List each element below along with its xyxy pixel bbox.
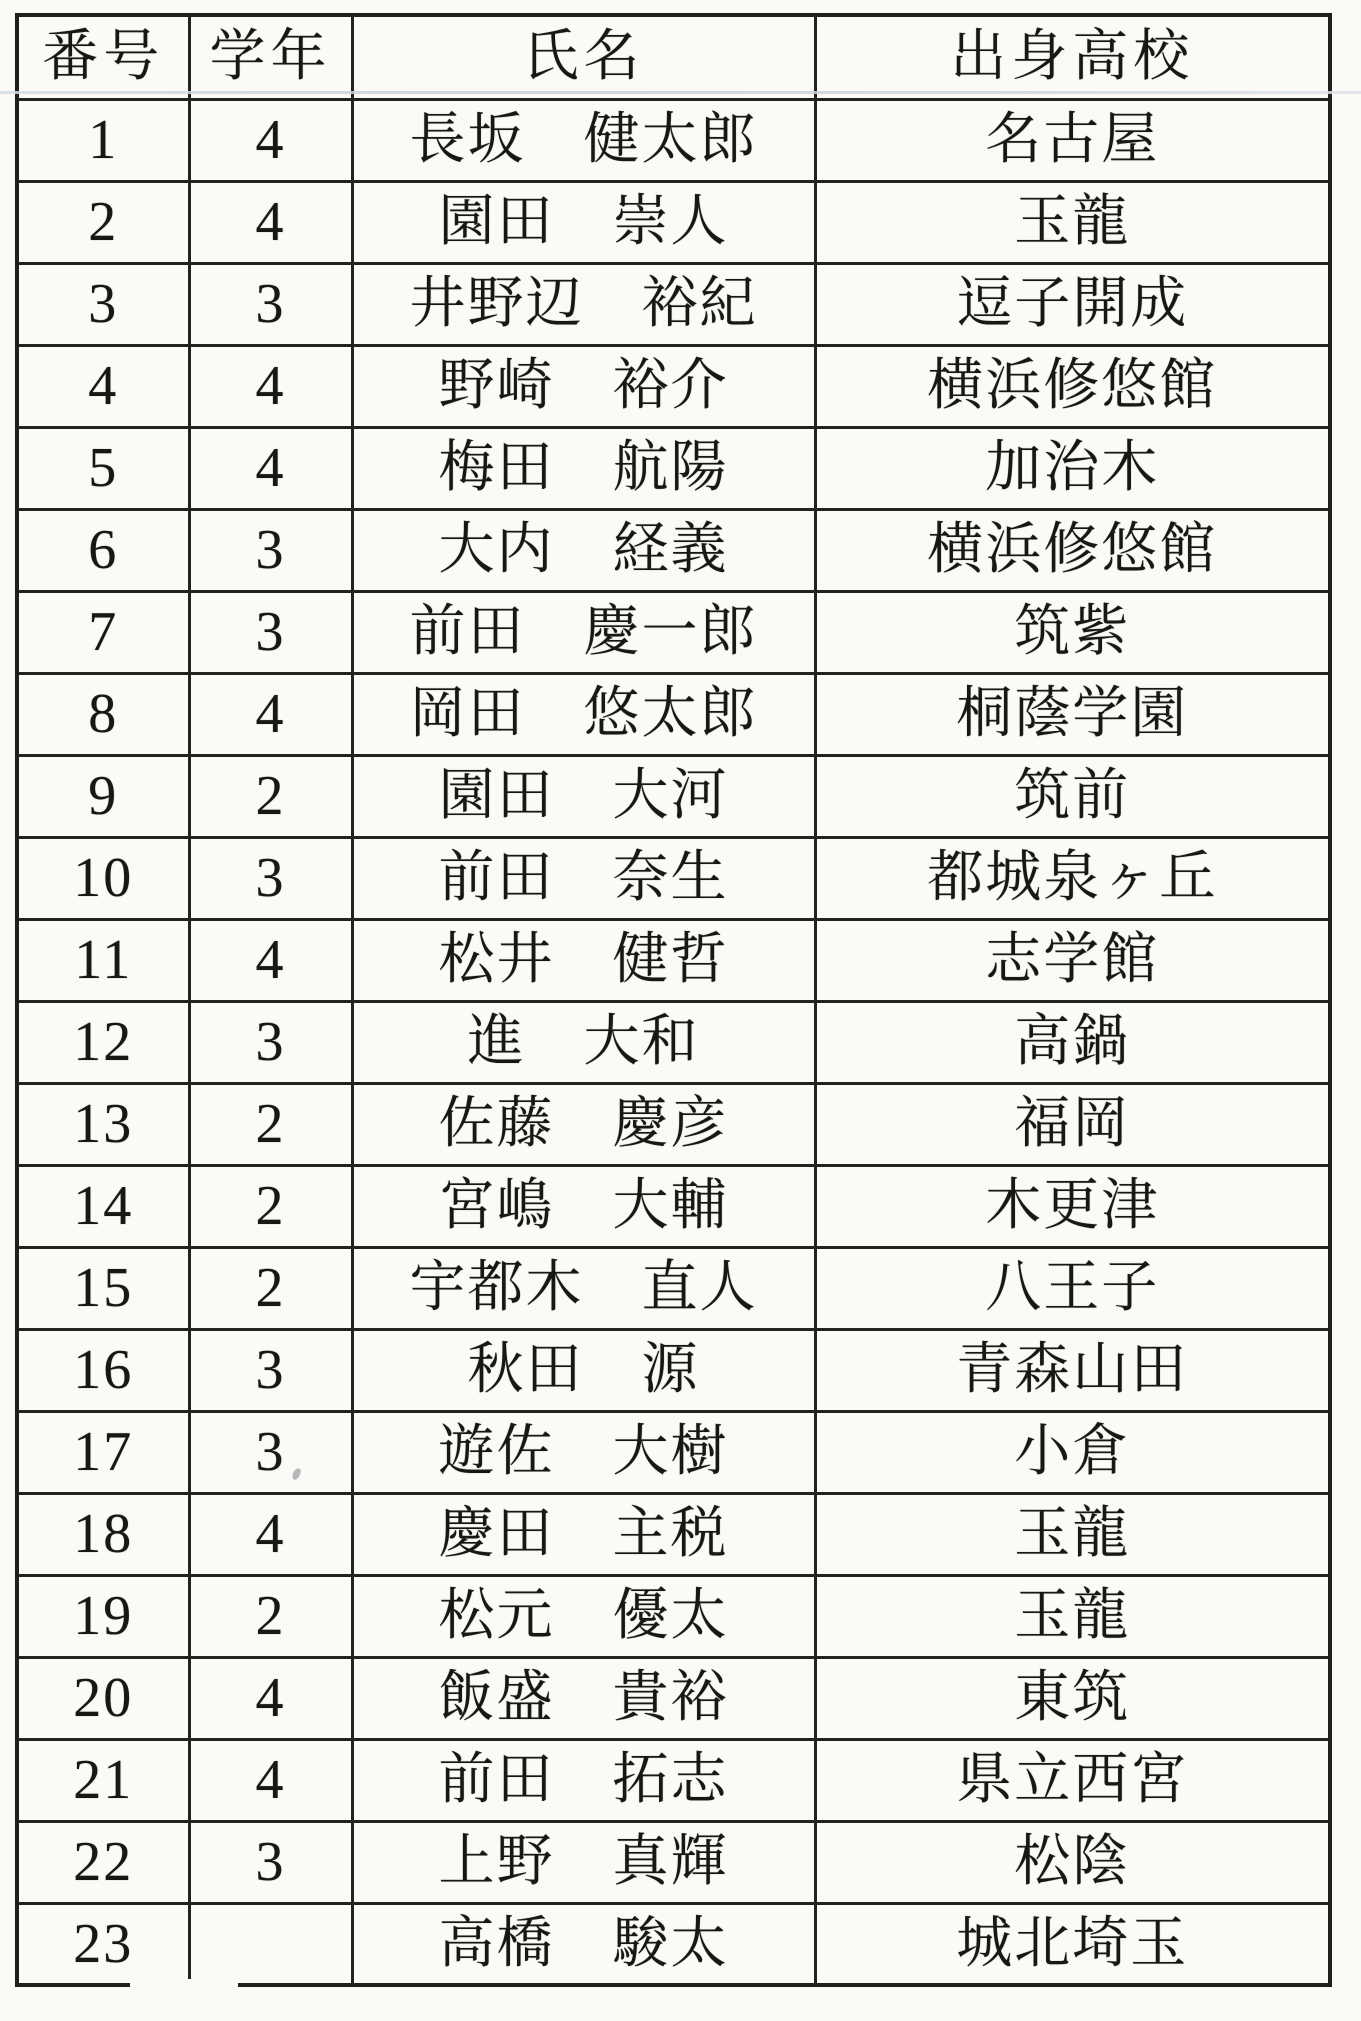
cell-grade: 3 [189, 1411, 352, 1493]
cell-number: 12 [17, 1001, 189, 1083]
table-row [17, 1001, 1330, 1083]
cell-grade: 4 [189, 181, 352, 263]
cell-name: 大内 経義 [352, 509, 815, 591]
header-row [17, 15, 1330, 99]
table-row [17, 591, 1330, 673]
table-row [17, 1903, 1330, 1985]
cell-school: 横浜修悠館 [815, 509, 1330, 591]
cell-grade: 4 [189, 427, 352, 509]
table-row [17, 263, 1330, 345]
cell-school: 名古屋 [815, 99, 1330, 181]
cell-school: 玉龍 [815, 1575, 1330, 1657]
cell-school: 志学館 [815, 919, 1330, 1001]
table-row [17, 1739, 1330, 1821]
cell-school: 城北埼玉 [815, 1903, 1330, 1985]
cell-number: 8 [17, 673, 189, 755]
cell-name: 野崎 裕介 [352, 345, 815, 427]
cell-school: 木更津 [815, 1165, 1330, 1247]
table-row [17, 1657, 1330, 1739]
cell-school: 都城泉ヶ丘 [815, 837, 1330, 919]
cell-name: 佐藤 慶彦 [352, 1083, 815, 1165]
table-row [17, 427, 1330, 509]
cell-number: 22 [17, 1821, 189, 1903]
cell-name: 前田 奈生 [352, 837, 815, 919]
table-row [17, 919, 1330, 1001]
cell-number: 16 [17, 1329, 189, 1411]
col-header-grade: 学年 [189, 15, 352, 99]
cell-grade: 3 [189, 263, 352, 345]
table-row [17, 1821, 1330, 1903]
roster-table [15, 13, 1332, 1987]
cell-grade: 2 [189, 755, 352, 837]
cell-name: 梅田 航陽 [352, 427, 815, 509]
cell-number: 10 [17, 837, 189, 919]
table-row [17, 1083, 1330, 1165]
cell-grade: 4 [189, 1739, 352, 1821]
cell-number: 15 [17, 1247, 189, 1329]
col-header-school: 出身高校 [815, 15, 1330, 99]
cell-school: 逗子開成 [815, 263, 1330, 345]
cell-grade: 2 [189, 1165, 352, 1247]
cell-school: 筑紫 [815, 591, 1330, 673]
cell-school: 小倉 [815, 1411, 1330, 1493]
cell-name: 秋田 源 [352, 1329, 815, 1411]
scan-border-gap [130, 1979, 238, 1993]
cell-name: 進 大和 [352, 1001, 815, 1083]
cell-grade: 3 [189, 1329, 352, 1411]
cell-name: 慶田 主税 [352, 1493, 815, 1575]
cell-number: 5 [17, 427, 189, 509]
roster-body [17, 99, 1330, 1985]
table-row [17, 509, 1330, 591]
table-row [17, 1493, 1330, 1575]
cell-grade: 4 [189, 673, 352, 755]
table-row [17, 673, 1330, 755]
cell-school: 青森山田 [815, 1329, 1330, 1411]
table-row [17, 1329, 1330, 1411]
cell-school: 福岡 [815, 1083, 1330, 1165]
cell-name: 高橋 駿太 [352, 1903, 815, 1985]
cell-name: 宇都木 直人 [352, 1247, 815, 1329]
cell-number: 7 [17, 591, 189, 673]
cell-name: 前田 拓志 [352, 1739, 815, 1821]
cell-school: 玉龍 [815, 1493, 1330, 1575]
roster-header [17, 15, 1330, 99]
cell-grade: 4 [189, 345, 352, 427]
cell-grade: 2 [189, 1247, 352, 1329]
cell-number: 13 [17, 1083, 189, 1165]
cell-grade: 2 [189, 1083, 352, 1165]
cell-number: 23 [17, 1903, 189, 1985]
cell-name: 上野 真輝 [352, 1821, 815, 1903]
cell-name: 長坂 健太郎 [352, 99, 815, 181]
cell-number: 14 [17, 1165, 189, 1247]
cell-number: 6 [17, 509, 189, 591]
cell-grade: 4 [189, 1493, 352, 1575]
cell-number: 4 [17, 345, 189, 427]
table-row [17, 1165, 1330, 1247]
cell-name: 岡田 悠太郎 [352, 673, 815, 755]
cell-school: 加治木 [815, 427, 1330, 509]
cell-number: 1 [17, 99, 189, 181]
cell-name: 前田 慶一郎 [352, 591, 815, 673]
cell-grade [189, 1903, 352, 1985]
table-row [17, 755, 1330, 837]
cell-number: 17 [17, 1411, 189, 1493]
table-row [17, 1247, 1330, 1329]
col-header-name: 氏名 [352, 15, 815, 99]
cell-school: 八王子 [815, 1247, 1330, 1329]
cell-school: 県立西宮 [815, 1739, 1330, 1821]
cell-number: 9 [17, 755, 189, 837]
cell-school: 松陰 [815, 1821, 1330, 1903]
table-row [17, 345, 1330, 427]
table-row [17, 1575, 1330, 1657]
cell-number: 11 [17, 919, 189, 1001]
cell-number: 21 [17, 1739, 189, 1821]
cell-grade: 3 [189, 837, 352, 919]
cell-school: 横浜修悠館 [815, 345, 1330, 427]
col-header-number: 番号 [17, 15, 189, 99]
scan-artifact-line [0, 91, 1361, 94]
cell-name: 井野辺 裕紀 [352, 263, 815, 345]
cell-grade: 3 [189, 1001, 352, 1083]
cell-school: 東筑 [815, 1657, 1330, 1739]
cell-grade: 3 [189, 1821, 352, 1903]
cell-school: 玉龍 [815, 181, 1330, 263]
table-row [17, 1411, 1330, 1493]
cell-grade: 3 [189, 509, 352, 591]
cell-name: 遊佐 大樹 [352, 1411, 815, 1493]
cell-number: 19 [17, 1575, 189, 1657]
cell-number: 18 [17, 1493, 189, 1575]
cell-name: 園田 大河 [352, 755, 815, 837]
cell-number: 20 [17, 1657, 189, 1739]
table-row [17, 181, 1330, 263]
cell-grade: 2 [189, 1575, 352, 1657]
cell-school: 筑前 [815, 755, 1330, 837]
cell-grade: 4 [189, 99, 352, 181]
cell-name: 園田 崇人 [352, 181, 815, 263]
cell-grade: 4 [189, 1657, 352, 1739]
cell-grade: 3 [189, 591, 352, 673]
table-row [17, 837, 1330, 919]
cell-school: 高鍋 [815, 1001, 1330, 1083]
cell-number: 2 [17, 181, 189, 263]
cell-name: 宮嶋 大輔 [352, 1165, 815, 1247]
cell-name: 松元 優太 [352, 1575, 815, 1657]
cell-grade: 4 [189, 919, 352, 1001]
table-row [17, 99, 1330, 181]
cell-name: 飯盛 貴裕 [352, 1657, 815, 1739]
cell-number: 3 [17, 263, 189, 345]
cell-school: 桐蔭学園 [815, 673, 1330, 755]
cell-name: 松井 健哲 [352, 919, 815, 1001]
